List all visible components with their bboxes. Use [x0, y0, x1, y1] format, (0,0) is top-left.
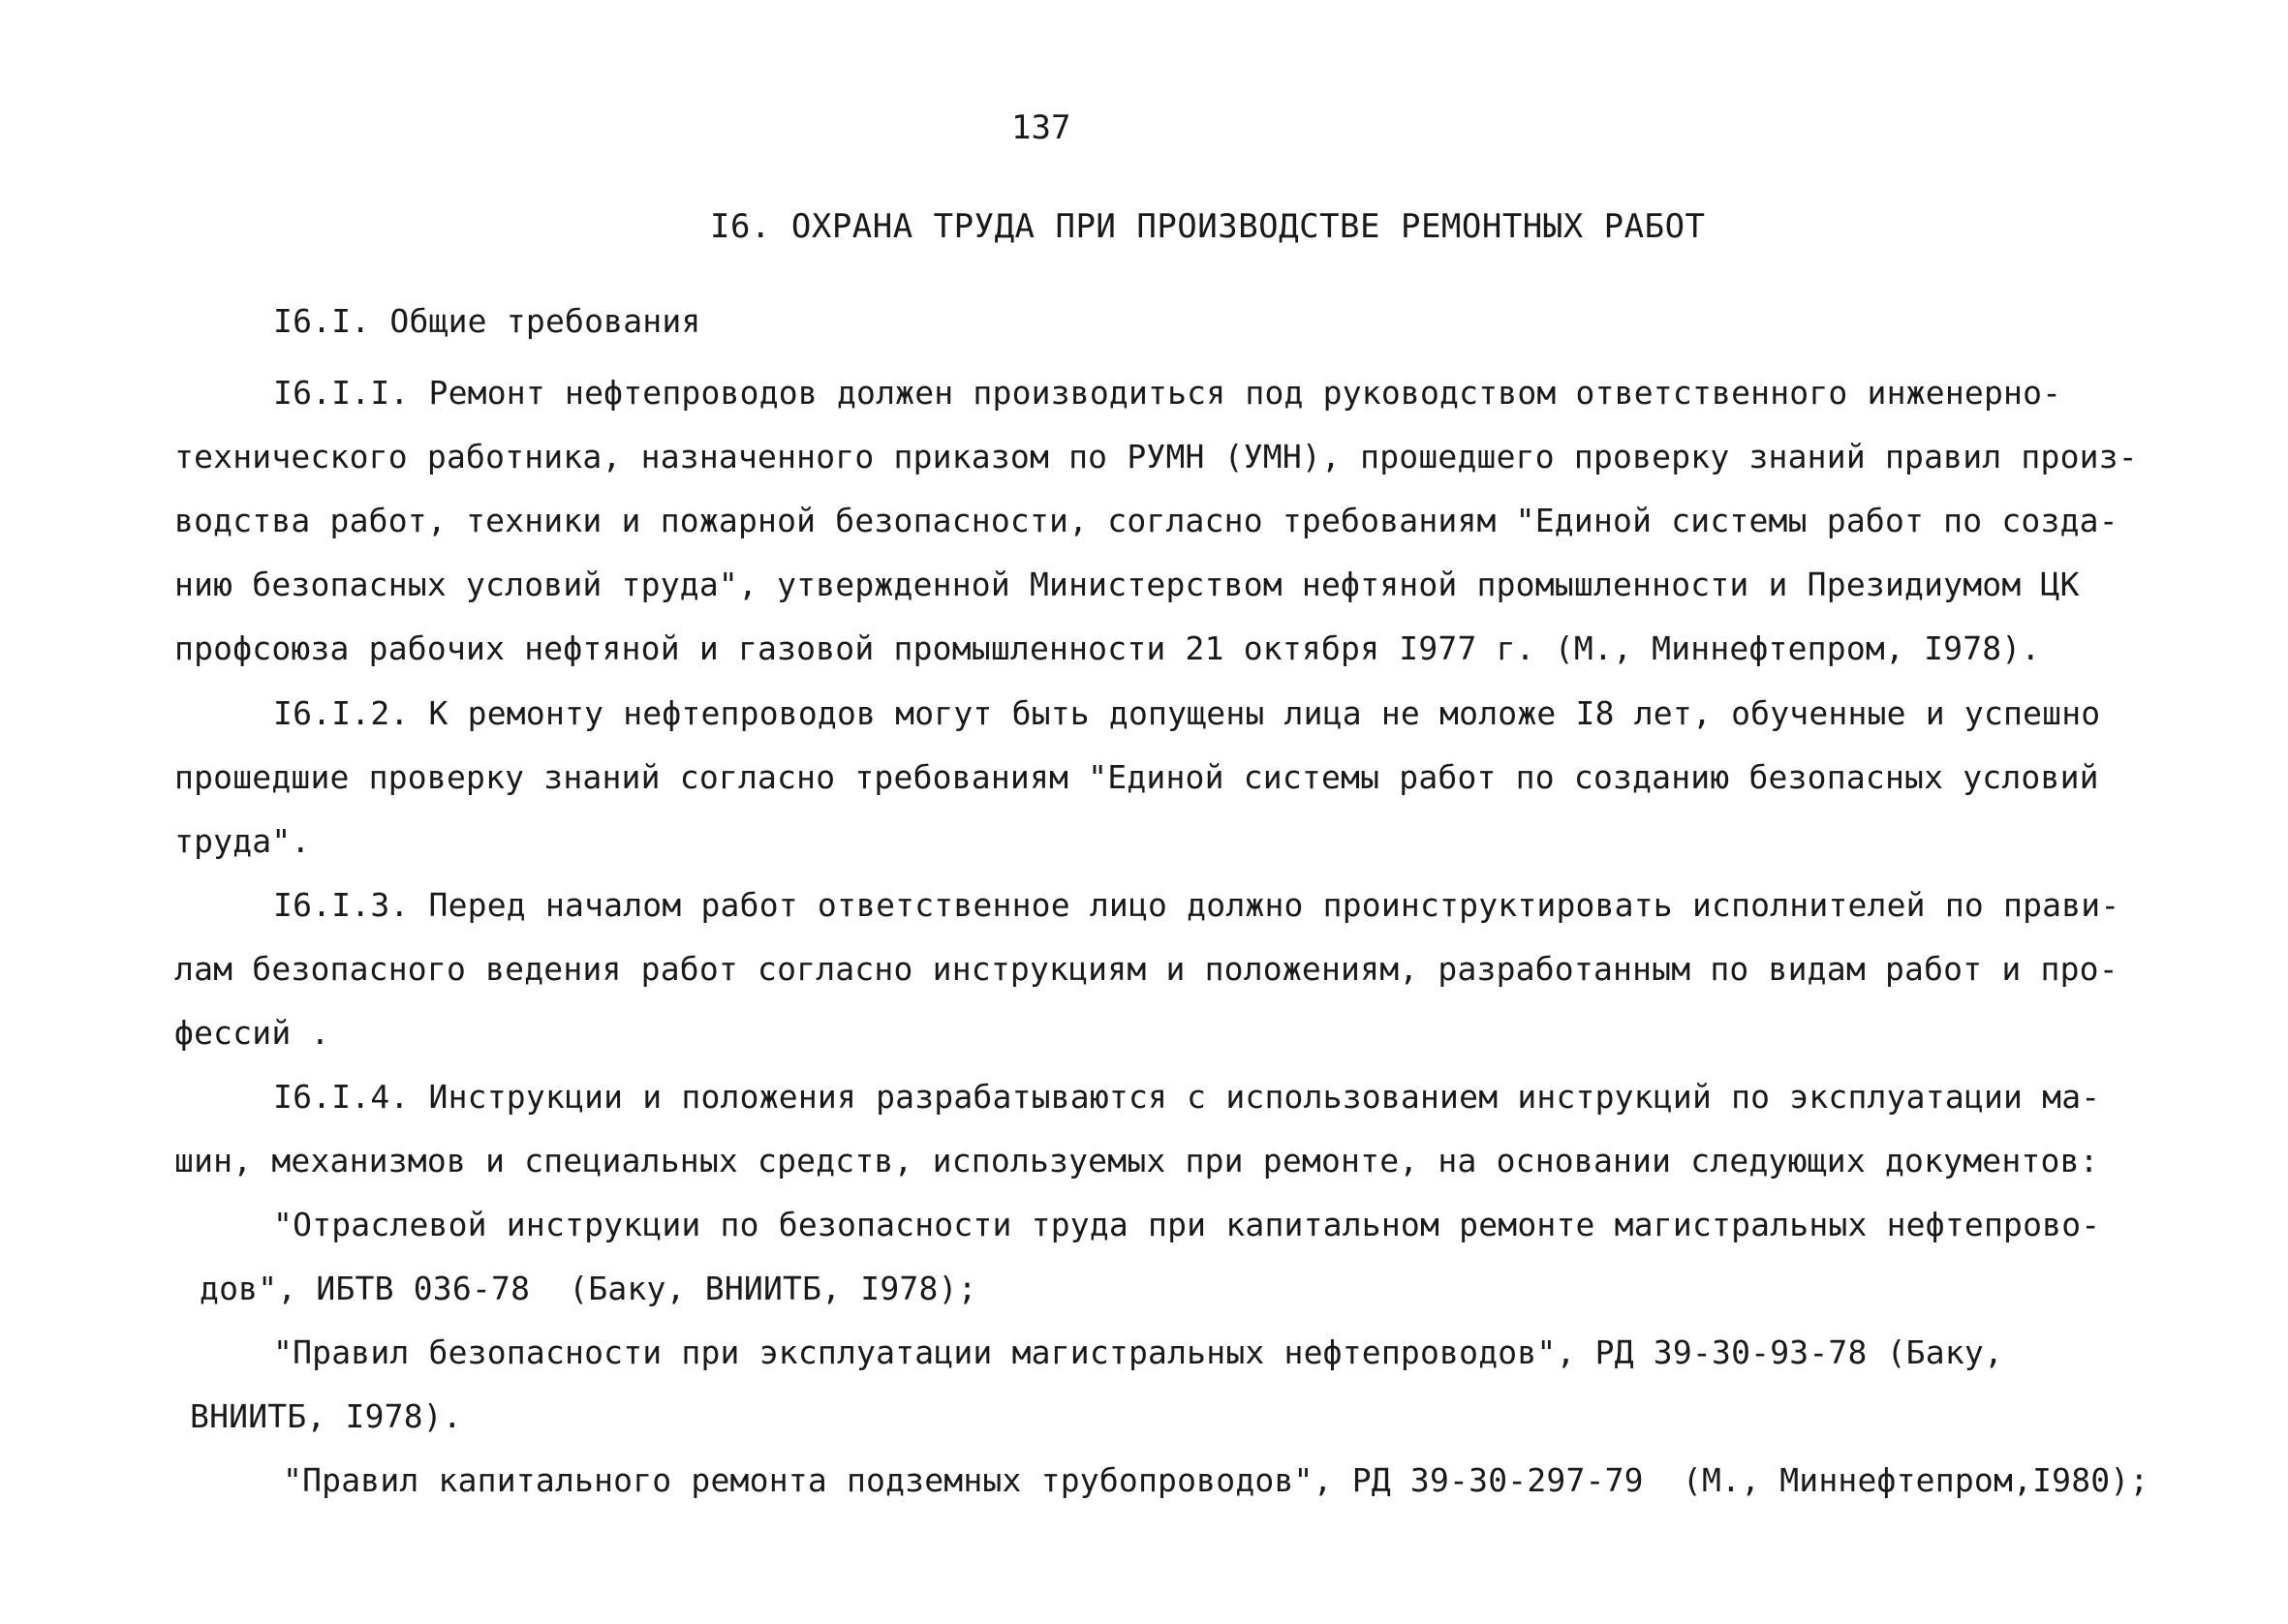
paragraph-line: I6.I.4. Инструкции и положения разрабатываются с использованием инструкций по эксплуатации ма-: [273, 1078, 2101, 1116]
paragraph-line: водства работ, техники и пожарной безопасности, согласно требованиям "Единой системы работ по созда-: [174, 502, 2118, 539]
paragraph-line: шин, механизмов и специальных средств, используемых при ремонте, на основании следующих документов:: [174, 1142, 2099, 1180]
paragraph-line: лам безопасного ведения работ согласно инструкциям и положениям, разработанным по видам работ и про-: [174, 950, 2118, 988]
paragraph-line: труда".: [174, 822, 311, 860]
paragraph-line: I6.I.3. Перед началом работ ответственное лицо должно проинструктировать исполнителей по прави-: [273, 886, 2120, 924]
paragraph-line: "Правил безопасности при эксплуатации магистральных нефтепроводов", РД 39-30-93-78 (Баку,: [273, 1333, 2004, 1371]
paragraph-line: нию безопасных условий труда", утвержденной Министерством нефтяной промышленности и Президиумом ЦК: [174, 566, 2080, 603]
paragraph-line: I6.I.I. Ремонт нефтепроводов должен производиться под руководством ответственного инженерно-: [273, 374, 2062, 412]
paragraph-line: ВНИИТБ, I978).: [190, 1397, 462, 1435]
paragraph-line: "Отраслевой инструкции по безопасности труда при капитальном ремонте магистральных нефтепрово-: [273, 1206, 2101, 1243]
paragraph-line: прошедшие проверку знаний согласно требованиям "Единой системы работ по созданию безопасных условий: [174, 758, 2099, 796]
paragraph-line: профсоюза рабочих нефтяной и газовой промышленности 21 октября I977 г. (М., Миннефтепром, I978).: [174, 629, 2041, 667]
paragraph-line: I6.I.2. К ремонту нефтепроводов могут быть допущены лица не моложе I8 лет, обученные и успешно: [273, 694, 2101, 732]
section-title: I6. ОХРАНА ТРУДА ПРИ ПРОИЗВОДСТВЕ РЕМОНТНЫХ РАБОТ: [710, 207, 1706, 246]
paragraph-line: фессий .: [174, 1014, 330, 1052]
paragraph-line: "Правил капитального ремонта подземных трубопроводов", РД 39-30-297-79 (М., Миннефтепром,I980);: [283, 1461, 2149, 1499]
subsection-title: I6.I. Общие требования: [273, 302, 701, 340]
paragraph-line: технического работника, назначенного приказом по РУМН (УМН), прошедшего проверку знаний правил произ-: [174, 438, 2138, 475]
page-number: 137: [1011, 108, 1071, 147]
paragraph-line: дов", ИБТВ 036-78 (Баку, ВНИИТБ, I978);: [200, 1270, 977, 1307]
